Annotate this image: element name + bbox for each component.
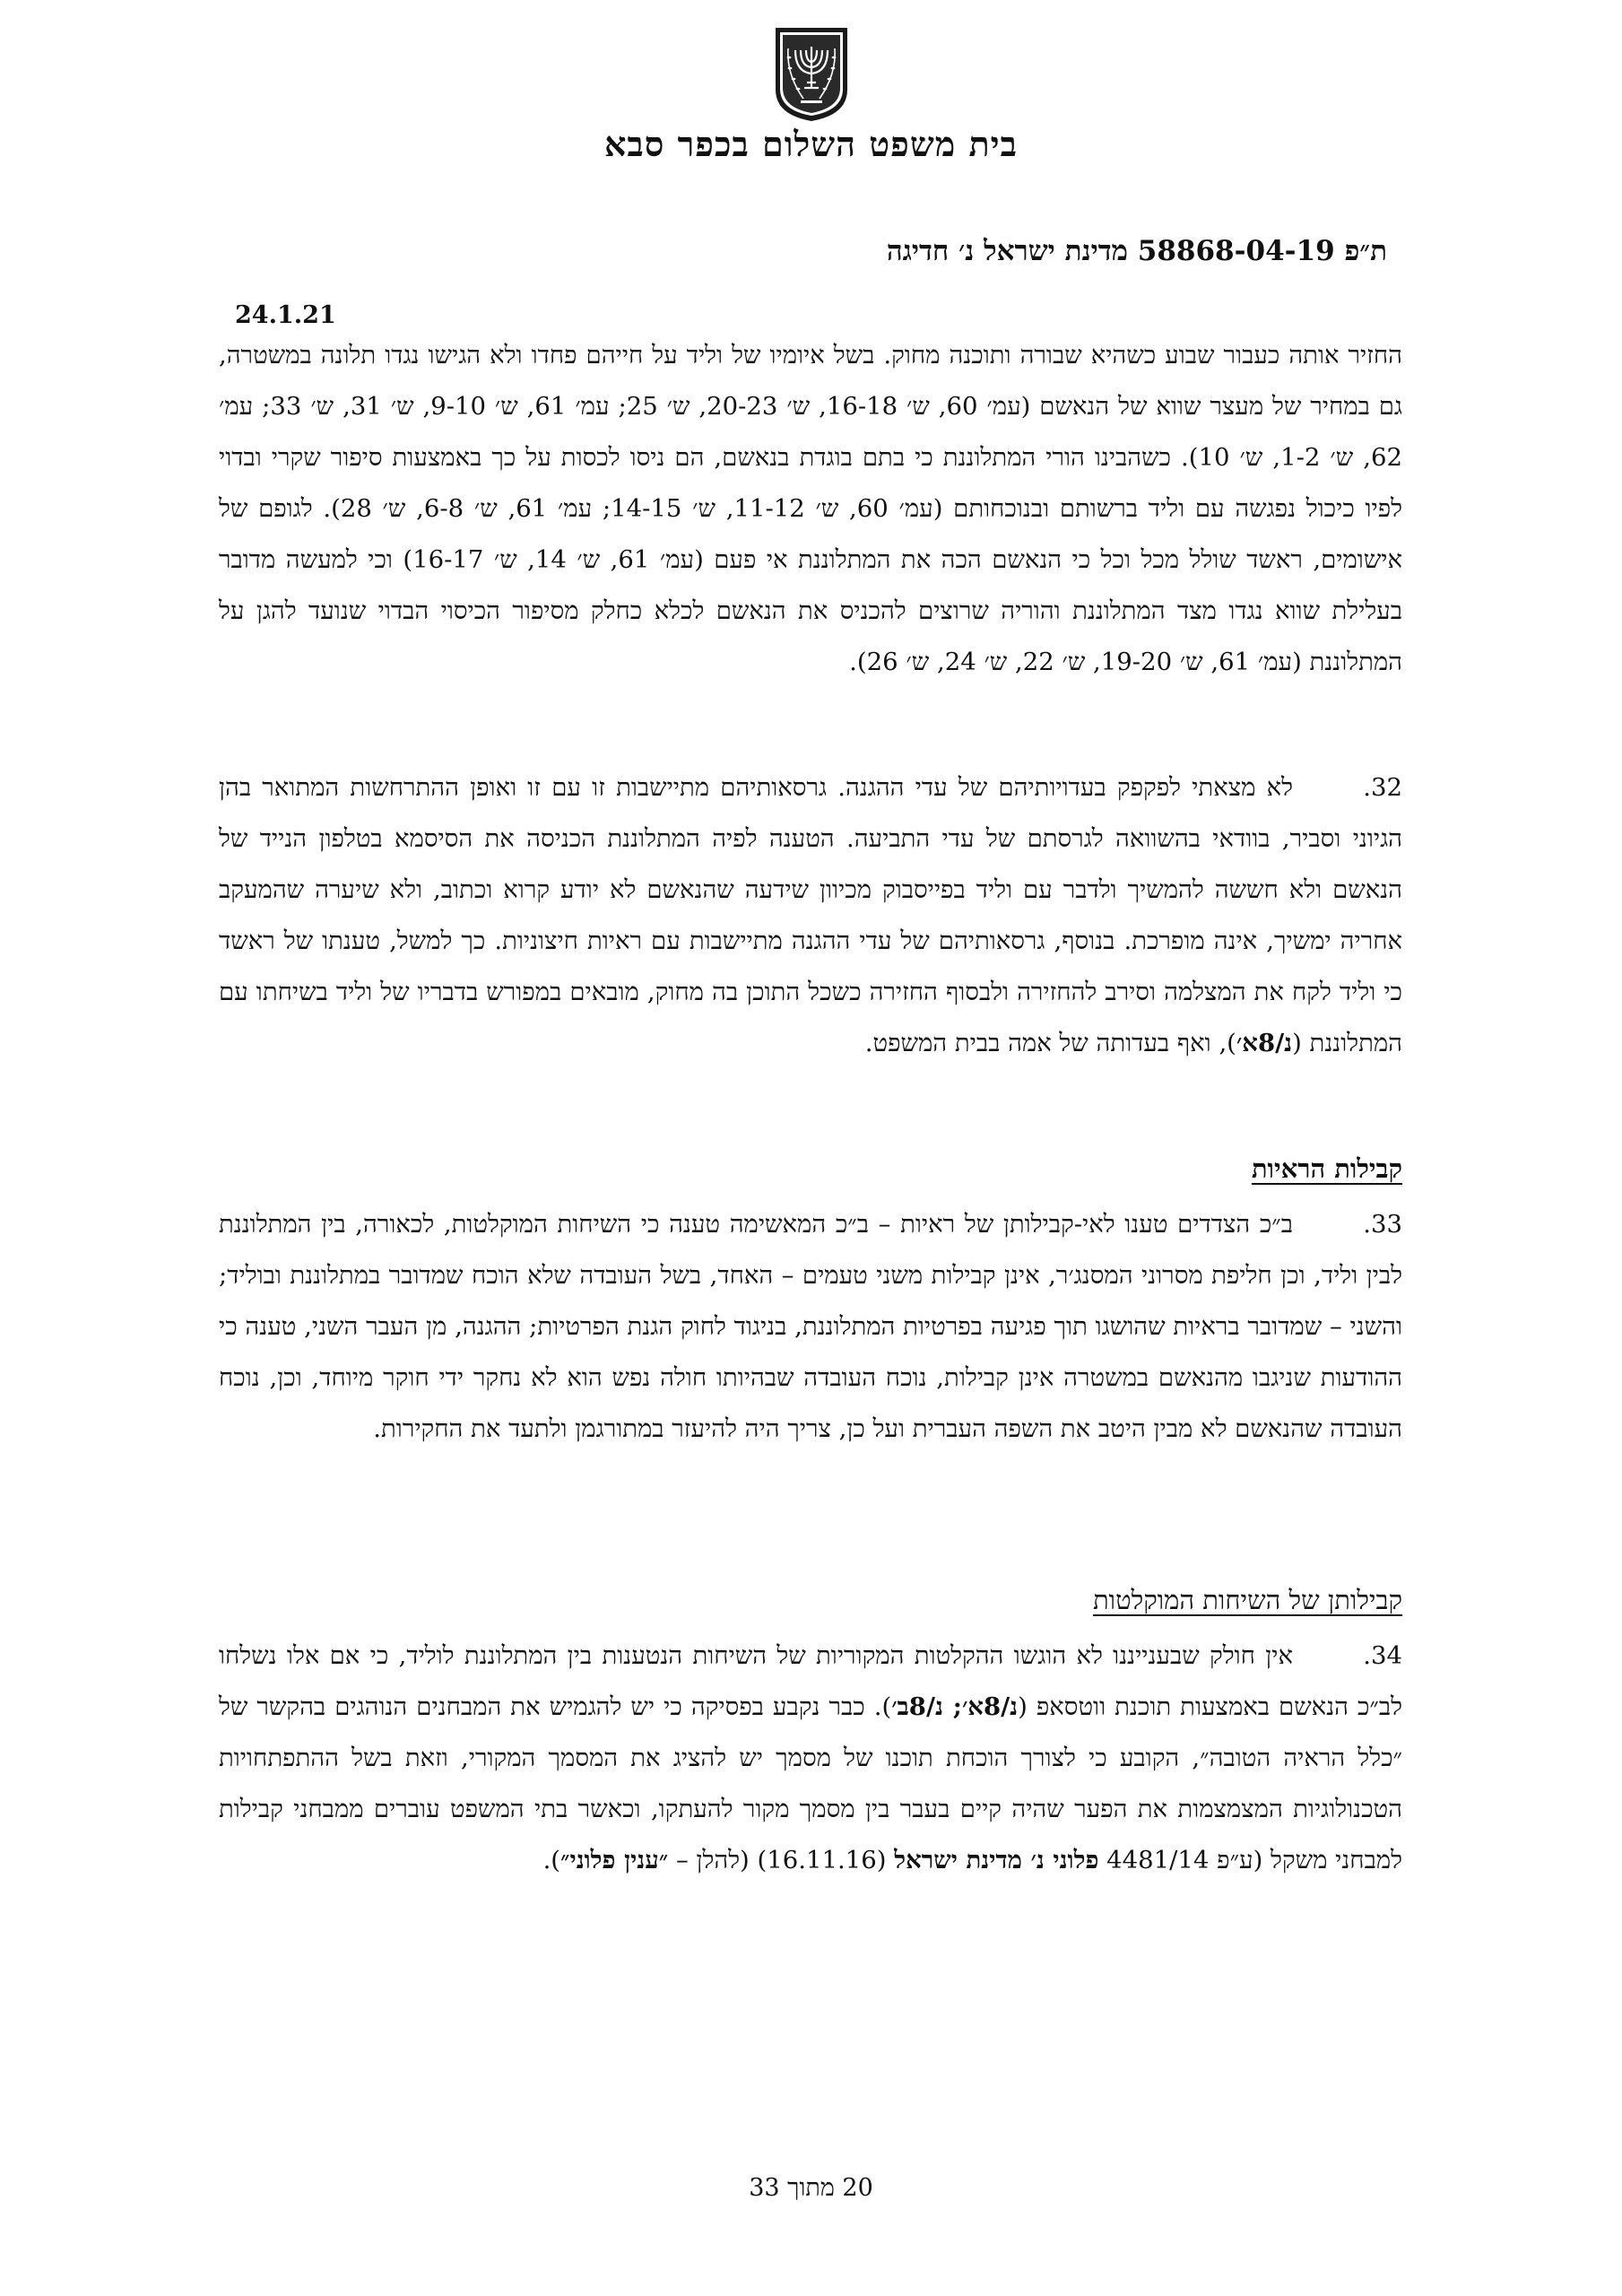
case-short-name: ״ענין פלוני״ [560, 1846, 669, 1874]
case-title: ת״פ 58868-04-19 מדינת ישראל נ׳ חדיגה [886, 235, 1387, 267]
paragraph-text: אין חולק שבענייננו לא הוגשו ההקלטות המקוריות של השיחות הנטענות בין המתלוננת לוליד, כי אם אלו נשלחו לב״כ הנאשם באמצעות תוכנת ווטסאפ ( [219, 1641, 1402, 1721]
page-indicator: 20 מתוך 33 [749, 2174, 873, 2202]
court-name: בית משפט השלום בכפר סבא [604, 124, 1018, 164]
paragraph-text: ב״כ הצדדים טענו לאי-קבילותן של ראיות – ב״כ המאשימה טענה כי השיחות המוקלטות, לכאורה, בין המתלוננת לבין וליד, וכן חליפת מסרוני המסנג׳ר, אינן קבילות משני טעמים – האחד, בשל העובדה שלא הוכח שמדובר במתלוננת ובוליד; והשני – שמדובר בראיות שהושגו תוך פגיעה בפרטיות המתלוננת, בניגוד לחוק הגנת הפרטיות; ההגנה, מן העבר השני, טענה כי ההודעות שניגבו מהנאשם במשטרה אינן קבילות, נוכח העובדה שבהיותו חולה נפש הוא לא נחקר ידי חוקר מיוחד, וכן, נוכח העובדה שהנאשם לא מבין היטב את השפה העברית ועל כן, צריך היה להיעזר במתורגמן ולתעד את החקירות. [219, 1210, 1402, 1443]
paragraph-text-end: ), ואף בעדותה של אמה בבית המשפט. [864, 1029, 1236, 1057]
paragraph-number: 33. [1363, 1210, 1402, 1239]
document-date: 24.1.21 [235, 301, 336, 329]
paragraph-32 [219, 762, 1402, 1069]
paragraph-text-middle: ). כבר נקבע בפסיקה כי יש להגמיש את המבחנים הנוהגים בהקשר של ״כלל הראיה הטובה״, הקובע כי לצורך הוכחת תוכנו של מסמך יש להציג את המסמך המקורי, וזאת בשל ההתפתחויות הטכנולוגיות המצמצמות את הפער שהיה קיים בעבר בין מסמך מקור להעתקו, וכאשר בתי המשפט עוברים ממבחני קבילות למבחני משקל (ע״פ 4481/14 [219, 1692, 1402, 1874]
section-heading-evidence: קבילות הראיות [1251, 1153, 1402, 1184]
paragraph-text: לא מצאתי לפקפק בעדויותיהם של עדי ההגנה. גרסאותיהם מתיישבות זו עם זו ואופן ההתרחשות המתואר בהן הגיוני וסביר, בוודאי בהשוואה לגרסתם של עדי התביעה. הטענה לפיה המתלוננת הכניסה את הסיסמא בטלפון הנייד של הנאשם ולא חששה להמשיך ולדבר עם וליד בפייסבוק מכיוון שידעה שהנאשם לא יודע קרוא וכתוב, ולא שיערה שהמעקב אחריה ימשיך, אינה מופרכת. בנוסף, גרסאותיהם של עדי ההגנה מתיישבות עם ראיות חיצוניות. כך למשל, טענתו של ראשד כי וליד לקח את המצלמה וסירב להחזירה ולבסוף החזירה כשכל התוכן בה מחוק, מובאים במפורש בדבריו של וליד בשיחתו עם המתלוננת ( [219, 773, 1402, 1057]
paragraph-text-end: ). [542, 1846, 561, 1874]
case-citation: פלוני נ׳ מדינת ישראל [894, 1846, 1099, 1874]
paragraph-text-date: (16.11.16) (להלן – [668, 1846, 895, 1874]
exhibit-reference: נ/8א׳; נ/8ב׳ [891, 1692, 1019, 1721]
paragraph-number: 34. [1363, 1641, 1402, 1670]
paragraph-number: 32. [1363, 773, 1402, 802]
state-emblem-icon [773, 25, 850, 124]
exhibit-reference: נ/8א׳ [1236, 1029, 1293, 1057]
paragraph-continued [219, 330, 1402, 688]
paragraph-34 [219, 1631, 1402, 1886]
paragraph-33 [219, 1199, 1402, 1455]
section-heading-recordings: קבילותן של השיחות המוקלטות [1093, 1585, 1402, 1615]
paragraph-text: החזיר אותה כעבור שבוע כשהיא שבורה ותוכנה מחוק. בשל איומיו של וליד על חייהם פחדו ולא הגישו נגדו תלונה במשטרה, גם במחיר של מעצר שווא של הנאשם (עמ׳ 60, ש׳ 16-18, ש׳ 20-23, ש׳ 25; עמ׳ 61, ש׳ 9-10, ש׳ 31, ש׳ 33; עמ׳ 62, ש׳ 1-2, ש׳ 10). כשהבינו הורי המתלוננת כי בתם בוגדת בנאשם, הם ניסו לכסות על כך באמצעות סיפור שקרי ובדוי לפיו כיכול נפגשה עם וליד ברשותם ובנוכחותם (עמ׳ 60, ש׳ 11-12, ש׳ 14-15; עמ׳ 61, ש׳ 6-8, ש׳ 28). לגופם של אישומים, ראשד שולל מכל וכל כי הנאשם הכה את המתלוננת אי פעם (עמ׳ 61, ש׳ 14, ש׳ 16-17) וכי למעשה מדובר בעלילת שווא נגדו מצד המתלוננת והוריה שרוצים להכניס את הנאשם לכלא כחלק מסיפור הכיסוי הבדוי שנועד להגן על המתלוננת (עמ׳ 61, ש׳ 19-20, ש׳ 22, ש׳ 24, ש׳ 26). [219, 341, 1403, 676]
